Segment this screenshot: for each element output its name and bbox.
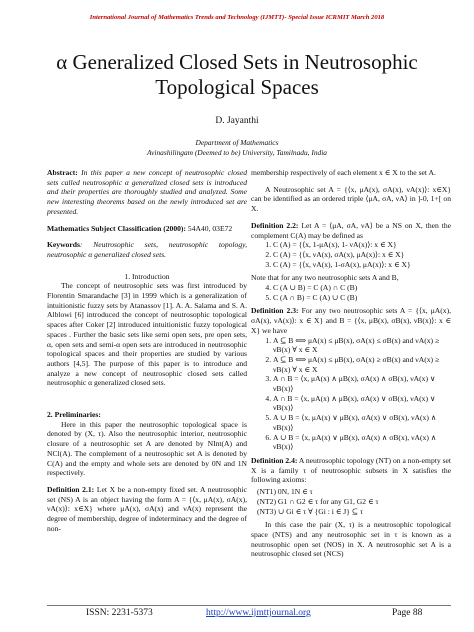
intro-heading: 1. Introduction xyxy=(124,271,170,281)
msc xyxy=(47,224,247,234)
msc-label: Mathematics Subject Classification (2000): xyxy=(47,223,186,233)
list-item: 1. C (A) = {⟨x, 1-μA(x), 1- νA(x)⟩: x ∈ X} xyxy=(273,240,451,250)
list-item: 6. A ∪ B = ⟨x, μA(x) ∨ μB(x), σA(x) ∧ σB(x), νA(x) ∧ νB(x)⟩ xyxy=(273,433,451,452)
definition-2-1 xyxy=(47,485,247,534)
msc-text: 54A40, 03E72 xyxy=(186,223,233,233)
list-item: 5. A ∪ B = ⟨x, μA(x) ∨ μB(x), σA(x) ∨ σB(x), νA(x) ∧ νB(x)⟩ xyxy=(273,413,451,432)
list-item: 3. A ∩ B = ⟨x, μA(x) ∧ μB(x), σA(x) ∧ σB(x), νA(x) ∨ νB(x)⟩ xyxy=(273,374,451,393)
definition-2-3 xyxy=(251,306,451,335)
abstract xyxy=(47,168,247,217)
intro-text: The concept of neutrosophic sets was first introduced by Florentin Smarandache [3] in 1999 which is a generalization of intuitionistic fuzzy sets by Atanassov [1]. A. A. Salama and S. A. Alblowi [6] introduced the concept of neutrosophic topological spaces after Coker [2] introduced intuitionistic fuzzy topological spaces . Further the basic sets like semi open sets, pre open sets, α, open sets and semi-α open sets are introduced in neutrosophic topological spaces and their properties are studied by various authors [4,5]. The purpose of this paper is to introduce and analyze a new concept of neutrosophic closed sets called neutrosophic α generalized closed sets. xyxy=(47,281,247,388)
list-item: (NT1) 0N, 1N ∈ τ xyxy=(257,487,313,497)
keywords-label: Keywords xyxy=(47,240,80,250)
prelim-heading: 2. Preliminaries: xyxy=(47,410,101,420)
prelim-text: Here in this paper the neutrosophic topological space is denoted by (X, τ). Also the neutrosophic interior, neutrosophic closure of a neutrosophic set A are denoted by NInt(A) and NCl(A). The complement of a neutrosophic set A is denoted by C(A) and the empty and whole sets are denoted by 0N and 1N respectively. xyxy=(47,419,247,478)
def22-list xyxy=(251,240,451,269)
note-text: Note that for any two neutrosophic sets A and B, xyxy=(251,273,399,283)
keywords-text: : Neutrosophic sets, neutrosophic topology, neutrosophic α generalized closed sets. xyxy=(47,240,247,259)
def23-list xyxy=(251,336,451,452)
author-name: D. Jayanthi xyxy=(215,116,259,126)
right-column xyxy=(251,168,451,566)
list-item: 2. A ⊆ B ⟺ μA(x) ≤ μB(x), σA(x) ≥ σB(x) and νA(x) ≥ νB(x) ∀ x ∈ X xyxy=(273,355,451,374)
affiliation-dept: Department of Mathematics xyxy=(195,138,279,147)
list-item: 3. C (A) = {⟨x, νA(x), 1-σA(x), μA(x)⟩: x ∈ X} xyxy=(273,260,451,270)
continued-text: membership respectively of each element x ∈ X to the set A. xyxy=(251,168,436,177)
abstract-text: In this paper a new concept of neutrosophic closed sets called neutrosophic α generalized closed sets is introduced and their properties are thoroughly studied and analyzed. Some new interesting theorems based on the newly introduced set are presented. xyxy=(47,168,247,216)
def21-label: Definition 2.1: xyxy=(47,484,95,494)
def24-text: A neutrosophic topology (NT) on a non-empty set X is a family τ of neutrosophic subsets in X satisfies the following axioms: xyxy=(251,455,452,485)
abstract-label: Abstract: xyxy=(47,168,78,177)
def21-text: Let X be a non-empty fixed set. A neutrosophic set (NS) A is an object having the form A = {⟨x, μA(x), σA(x), νA(x)⟩: x∈X} where μA(x), σA(x) and νA(x) represent the degree of membership, degree of indeterminacy and the degree of non- xyxy=(47,484,247,533)
list-item: 2. C (A) = {⟨x, νA(x), σA(x), μA(x)⟩: x ∈ X} xyxy=(273,250,451,260)
journal-header: International Journal of Mathematics Trends and Technology (IJMTT)- Special Issue ICRMIT March 2018 xyxy=(89,14,385,21)
note-list xyxy=(251,283,451,302)
def24-label: Definition 2.4: xyxy=(251,455,298,465)
list-item: 4. A ∩ B = ⟨x, μA(x) ∧ μB(x), σA(x) ∨ σB(x), νA(x) ∨ νB(x)⟩ xyxy=(273,394,451,413)
closing-text: In this case the pair (X, τ) is a neutrosophic topological space (NTS) and any neutrosophic set in τ is known as a neutrosophic open set (NOS) in X. A neutrosophic set A is a neutrosophic closed set (NCS) xyxy=(251,520,451,559)
list-item: (NT2) G1 ∩ G2 ∈ τ for any G1, G2 ∈ τ xyxy=(257,496,379,506)
def23-text: For any two neutrosophic sets A = {⟨x, μA(x), σA(x), νA(x)⟩: x ∈ X} and B = {⟨x, μB(x), σB(x), νB(x)⟩: x ∈ X} we have xyxy=(251,306,452,335)
keywords xyxy=(47,240,247,259)
list-item: (NT3) ∪ Gi ∈ τ ∀ {Gi : i ∈ J} ⊆ τ xyxy=(257,506,364,516)
paper-title: α Generalized Closed Sets in Neutrosophic Topological Spaces xyxy=(56,50,418,99)
footer-url[interactable]: http://www.ijmttjournal.org xyxy=(206,608,311,618)
footer-issn: ISSN: 2231-5373 xyxy=(86,608,153,618)
def22-label: Definition 2.2: xyxy=(251,220,299,230)
def23-label: Definition 2.3: xyxy=(251,306,299,316)
footer-divider xyxy=(47,605,451,606)
axiom-list xyxy=(251,487,451,516)
ns-triple-text: A Neutrosophic set A = {⟨x, μA(x), σA(x), νA(x)⟩: x∈X} can be identified as an ordered triple ⟨μA, σA, νA⟩ in ]-0, 1+[ on X. xyxy=(251,184,451,214)
definition-2-2 xyxy=(251,221,451,240)
def22-text: Let A = ⟨μA, σA, νA⟩ be a NS on X, then the complement C(A) may be defined as xyxy=(251,220,452,240)
list-item: 5. C (A ∩ B) = C (A) ∪ C (B) xyxy=(273,293,451,303)
list-item: 4. C (A ∪ B) = C (A) ∩ C (B) xyxy=(273,283,451,293)
definition-2-4 xyxy=(251,456,451,485)
footer-page-number: Page 88 xyxy=(392,608,423,618)
affiliation-university: Avinashilingam (Deemed to be) University, Tamilnadu, India xyxy=(147,148,327,157)
list-item: 1. A ⊆ B ⟺ μA(x) ≤ μB(x), σA(x) ≤ σB(x) and νA(x) ≥ νB(x) ∀ x ∈ X xyxy=(273,336,451,355)
left-column xyxy=(47,168,247,541)
